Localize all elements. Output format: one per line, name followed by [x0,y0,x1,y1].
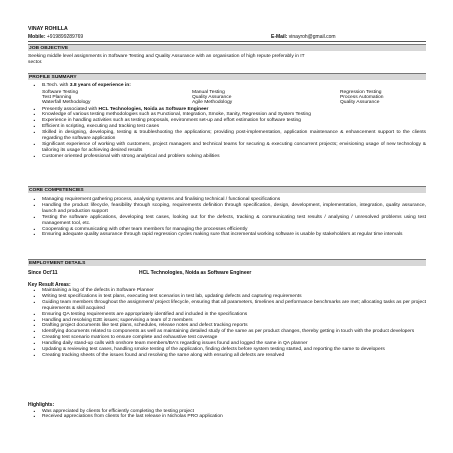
list-item-text: Customer oriented professional with strong analytical and problem solving abilities [42,153,220,159]
bullet-icon: • [33,293,36,299]
list-item-text: Skilled in designing, developing, testing & troubleshooting the applications; providing post-implementation, application maintenance & enhancement support to the clients regarding the software application [42,130,426,142]
bullet-icon: • [33,226,36,232]
list-item-text: Handling daily stand-up calls with onshore team members/BA's regarding issues found and logged the same in QA planner [42,341,308,347]
list-item [28,232,426,238]
kra-heading: Key Result Areas: [28,282,71,288]
section-employment-heading: EMPLOYMENT DETAILS [28,259,426,266]
list-item-text: Drafting project documents like test plans, schedules, release notes and defect tracking reports [42,323,248,329]
list-item-text: Cooperating & communicating with other team members for managing the processes efficiently [42,226,248,232]
list-item-text: Testing the software applications, developing test cases, looking out for the defects, tracking & communicating test results / analysing / unresolved problems using test management tool, etc. [42,214,426,226]
bullet-icon: • [33,323,36,329]
job-objective-line: Seeking middle level assignments in Software Testing and Quality Assurance with an organisation of high repute preferably in IT [28,54,305,59]
profile-summary-list [28,107,426,160]
list-item-text: Guiding team members throughout the assignment/ project lifecycle, ensuring that all parameters, timelines and performance benchmarks are met; allocating tasks as per project requirements & skill acquired [42,299,426,311]
highlights-list [28,409,426,421]
kra-list [28,288,426,359]
bullet-icon: • [33,106,36,112]
bullet-icon: • [33,197,36,202]
list-item-text: Experience in handling activities such as testing proposals, environment set-up and effort estimation for software testing [42,118,301,124]
bullet-icon: • [33,112,36,118]
list-item [28,130,426,142]
bullet-icon: • [33,232,36,238]
header-divider [28,41,426,42]
list-item-text: Identifying documents related to components as well as maintaining detailed study of the same as per product changes, thereby getting in touch with the product developers [42,329,415,335]
skill-item: Agile Methodology [192,100,233,106]
skills-col-3 [340,90,384,106]
email-value: vinayroh@gmail.com [287,33,336,40]
list-item [28,142,426,154]
bullet-icon: • [33,317,36,323]
bullet-icon: • [33,118,36,124]
list-item [28,215,426,227]
bullet-icon: • [33,414,36,420]
bullet-icon: • [33,311,36,317]
skill-item: Test Planning [42,94,72,100]
list-item-text: Efficient in scripting, executing and tracking test cases [42,124,160,130]
list-item [28,414,426,420]
btech-bold: 3.8 years of experience in: [69,83,131,88]
bullet-icon: • [33,153,36,159]
skill-item: Waterfall Methodology [42,100,91,106]
list-item-text: Maintaining a log of the defects in Software Planner [42,288,154,293]
list-item-text: Updating & reviewing test cases, handling smoke testing of the application, finding defects before system testing started, and reporting the same to developers [42,347,385,353]
employment-since: Since Oct'11 [28,270,58,276]
list-item-text: Significant experience of working with customers, project managers and technical teams for securing & executing concurrent projects; envisioning usage of new technology & tailoring its usage for achieving desired results [42,141,426,153]
skills-grid [42,90,426,107]
bullet-icon: • [33,124,36,130]
section-profile-summary-heading: PROFILE SUMMARY [28,73,426,80]
list-item [28,83,426,89]
list-item [28,300,426,312]
list-item-text: Creating tracking sheets of the issues found and resolving the same along with ensuring all defects are resolved [42,352,285,358]
skills-col-1 [42,90,90,106]
skill-item: Regression Testing [340,89,382,95]
bullet-icon: • [33,347,36,353]
list-item-text: Received appreciations from clients for the last release in Nicholas PRO application [42,414,223,420]
section-core-competencies-heading: CORE COMPETENCIES [28,186,426,193]
skill-item: Software Testing [42,89,79,95]
bullet-icon: • [33,214,36,220]
bullet-icon: • [33,130,36,136]
section-job-objective-heading: JOB OBJECTIVE [28,44,426,51]
bullet-icon: • [33,299,36,305]
list-item-text: Ensuring adequate quality assurance through rapid regression cycles making sure that incremental working software is usable by stakeholders at regular time intervals [42,232,403,238]
core-competencies-list [28,197,426,238]
list-item [28,203,426,215]
skill-item: Manual Testing [192,89,225,95]
mobile-line [28,34,83,40]
list-item-text: Creating test scenario matrices to ensure complete and exhaustive test coverage [42,335,218,341]
mobile-label: Mobile: [28,33,46,40]
skill-item: Quality Assurance [340,100,380,106]
list-item-text: Was appreciated by clients for efficiently completing the testing project [42,408,194,414]
bullet-icon: • [33,83,36,88]
email-label: E-Mail: [271,33,288,40]
associated-bold: HCL Technologies, Noida as Software Engineer [98,106,209,112]
bullet-icon: • [33,352,36,358]
associated-prefix: Presently associated with [42,106,99,112]
candidate-name: VINAY ROHILLA [28,26,68,32]
mobile-value: +919899289769 [45,33,84,40]
list-item-text: Handling and resolving E2E issues; supervising a team of 2 members [42,317,193,323]
list-item-text: Ensuring QA testing requirements are appropriately identified and included in the specifications [42,311,248,317]
bullet-icon: • [33,408,36,414]
list-item-text: Writing test specifications in test plans, executing test scenarios in test lab, updating defects and capturing requirements [42,293,302,299]
skills-col-2 [192,90,232,106]
bullet-icon: • [33,341,36,347]
skill-item: Quality Assurance [192,94,232,100]
list-item-text: Knowledge of various testing methodologies such as Functional, Integration, Smoke, Sanity, Regression and System Testing [42,112,311,118]
highlights-heading: Highlights: [28,402,55,408]
employment-role: HCL Technologies, Noida as Software Engineer [139,270,252,276]
bullet-icon: • [33,335,36,341]
bullet-icon: • [33,329,36,335]
list-item [28,154,426,160]
skill-item: Process Automation [340,94,384,100]
bullet-icon: • [33,288,36,293]
bullet-icon: • [33,141,36,147]
job-objective-text [28,54,426,67]
bullet-icon: • [33,202,36,208]
email-line [271,34,336,40]
list-item-text: Handling the product lifecycle, feasibility through scoping, requirements definition through specification, design, development, implementation, integration, quality assurance, launch and production support [42,202,426,214]
job-objective-line: sector. [28,60,43,66]
list-item [28,353,426,359]
list-item-text: Managing requirement gathering process, analysing systems and finalising technical / functional specifications [42,197,281,202]
profile-summary-list-top [28,83,426,89]
btech-prefix: B.Tech. with [42,83,70,88]
